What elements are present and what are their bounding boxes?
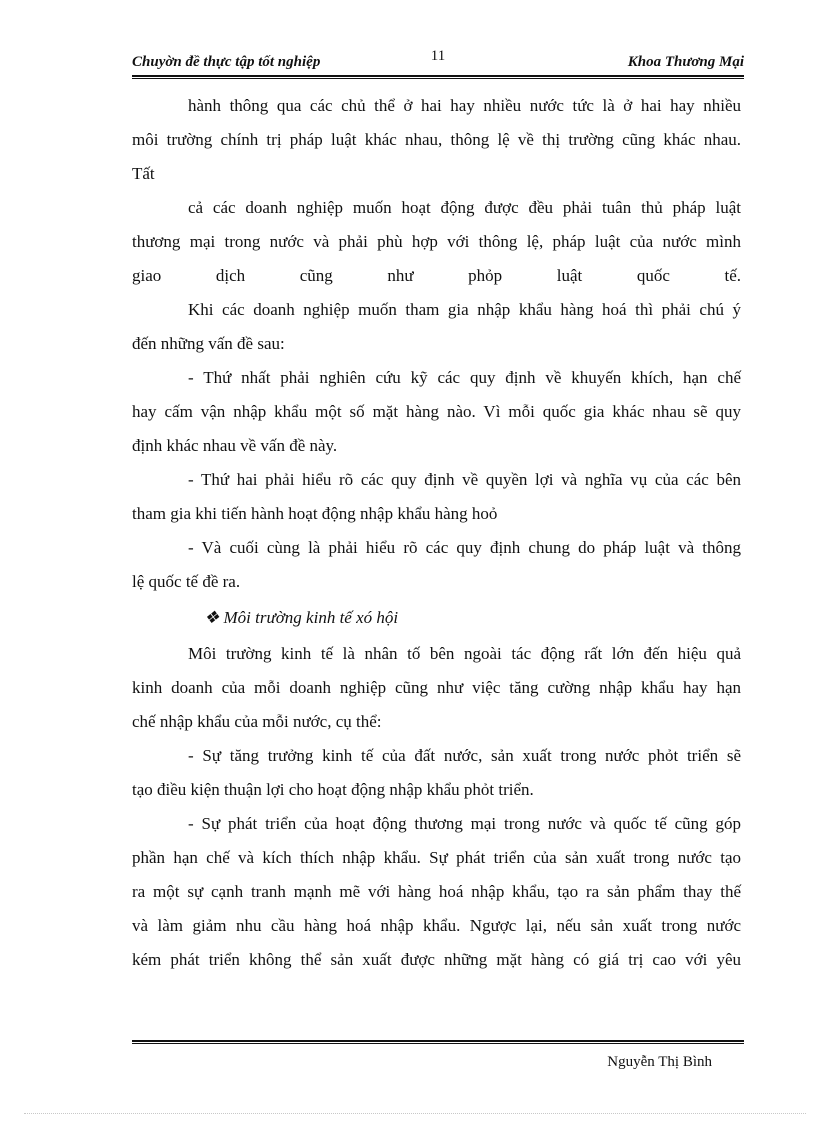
paragraph-line: hay cấm vận nhập khẩu một số mặt hàng nào. Vì mỗi quốc gia khác nhau sẽ quy (132, 402, 741, 421)
paragraph-line: tham gia khi tiến hành hoạt động nhập khẩu hàng hoỏ (132, 504, 498, 523)
paragraph-line: - Và cuối cùng là phải hiểu rõ các quy định chung do pháp luật và thông (188, 538, 741, 557)
paragraph-line: môi trường chính trị pháp luật khác nhau, thông lệ về thị trường cũng khác nhau. (132, 130, 741, 149)
paragraph-line: đến những vấn đề sau: (132, 334, 285, 353)
paragraph-line: tạo điều kiện thuận lợi cho hoạt động nhập khẩu phỏt triển. (132, 780, 534, 799)
paragraph-line: giao dịch cũng như phỏp luật quốc tế. (132, 266, 741, 285)
paragraph-line: Khi các doanh nghiệp muốn tham gia nhập khẩu hàng hoá thì phải chú ý (188, 300, 741, 319)
paragraph-line: - Sự phát triển của hoạt động thương mại trong nước và quốc tế cũng góp (188, 814, 741, 833)
paragraph-line: hành thông qua các chủ thể ở hai hay nhiều nước tức là ở hai hay nhiều (188, 96, 741, 115)
page-number: 11 (430, 48, 446, 64)
paragraph-line: kém phát triển không thể sản xuất được những mặt hàng có giá trị cao với yêu (132, 950, 741, 969)
header-rule (132, 75, 744, 79)
paragraph-line: ra một sự cạnh tranh mạnh mẽ với hàng hoá nhập khẩu, tạo ra sản phẩm thay thế (132, 882, 741, 901)
paragraph-line: Tất (132, 164, 155, 183)
footer-author: Nguyễn Thị Bình (607, 1054, 712, 1070)
header-title: Chuyờn đề thực tập tốt nghiệp (132, 54, 321, 70)
paragraph-line: định khác nhau về vấn đề này. (132, 436, 338, 455)
paragraph-line: phần hạn chế và kích thích nhập khẩu. Sự phát triển của sản xuất trong nước tạo (132, 848, 741, 867)
paragraph-line: cả các doanh nghiệp muốn hoạt động được đều phải tuân thủ pháp luật (188, 198, 741, 217)
paragraph-line: kinh doanh của mỗi doanh nghiệp cũng như việc tăng cường nhập khẩu hay hạn (132, 678, 741, 697)
paragraph-line: thương mại trong nước và phải phù hợp với thông lệ, pháp luật của nước mình (132, 232, 741, 251)
paragraph-line: - Sự tăng trưởng kinh tế của đất nước, sản xuất trong nước phỏt triển sẽ (188, 746, 741, 765)
header-department: Khoa Thương Mại (627, 54, 744, 70)
paragraph-line: - Thứ nhất phải nghiên cứu kỹ các quy định về khuyến khích, hạn chế (188, 368, 741, 387)
section-heading: ❖ Môi trường kinh tế xó hội (204, 608, 399, 627)
paragraph-line: - Thứ hai phải hiểu rõ các quy định về quyền lợi và nghĩa vụ của các bên (188, 470, 741, 489)
paragraph-line: lệ quốc tế đề ra. (132, 572, 241, 591)
paragraph-line: chế nhập khẩu của mỗi nước, cụ thể: (132, 712, 382, 731)
paragraph-line: Môi trường kinh tế là nhân tố bên ngoài tác động rất lớn đến hiệu quả (188, 644, 741, 663)
page-header (132, 48, 744, 78)
footer-rule (132, 1040, 744, 1044)
paragraph-line: và làm giảm nhu cầu hàng hoá nhập khẩu. Ngược lại, nếu sản xuất trong nước (132, 916, 741, 935)
page-edge-divider (24, 1113, 806, 1114)
